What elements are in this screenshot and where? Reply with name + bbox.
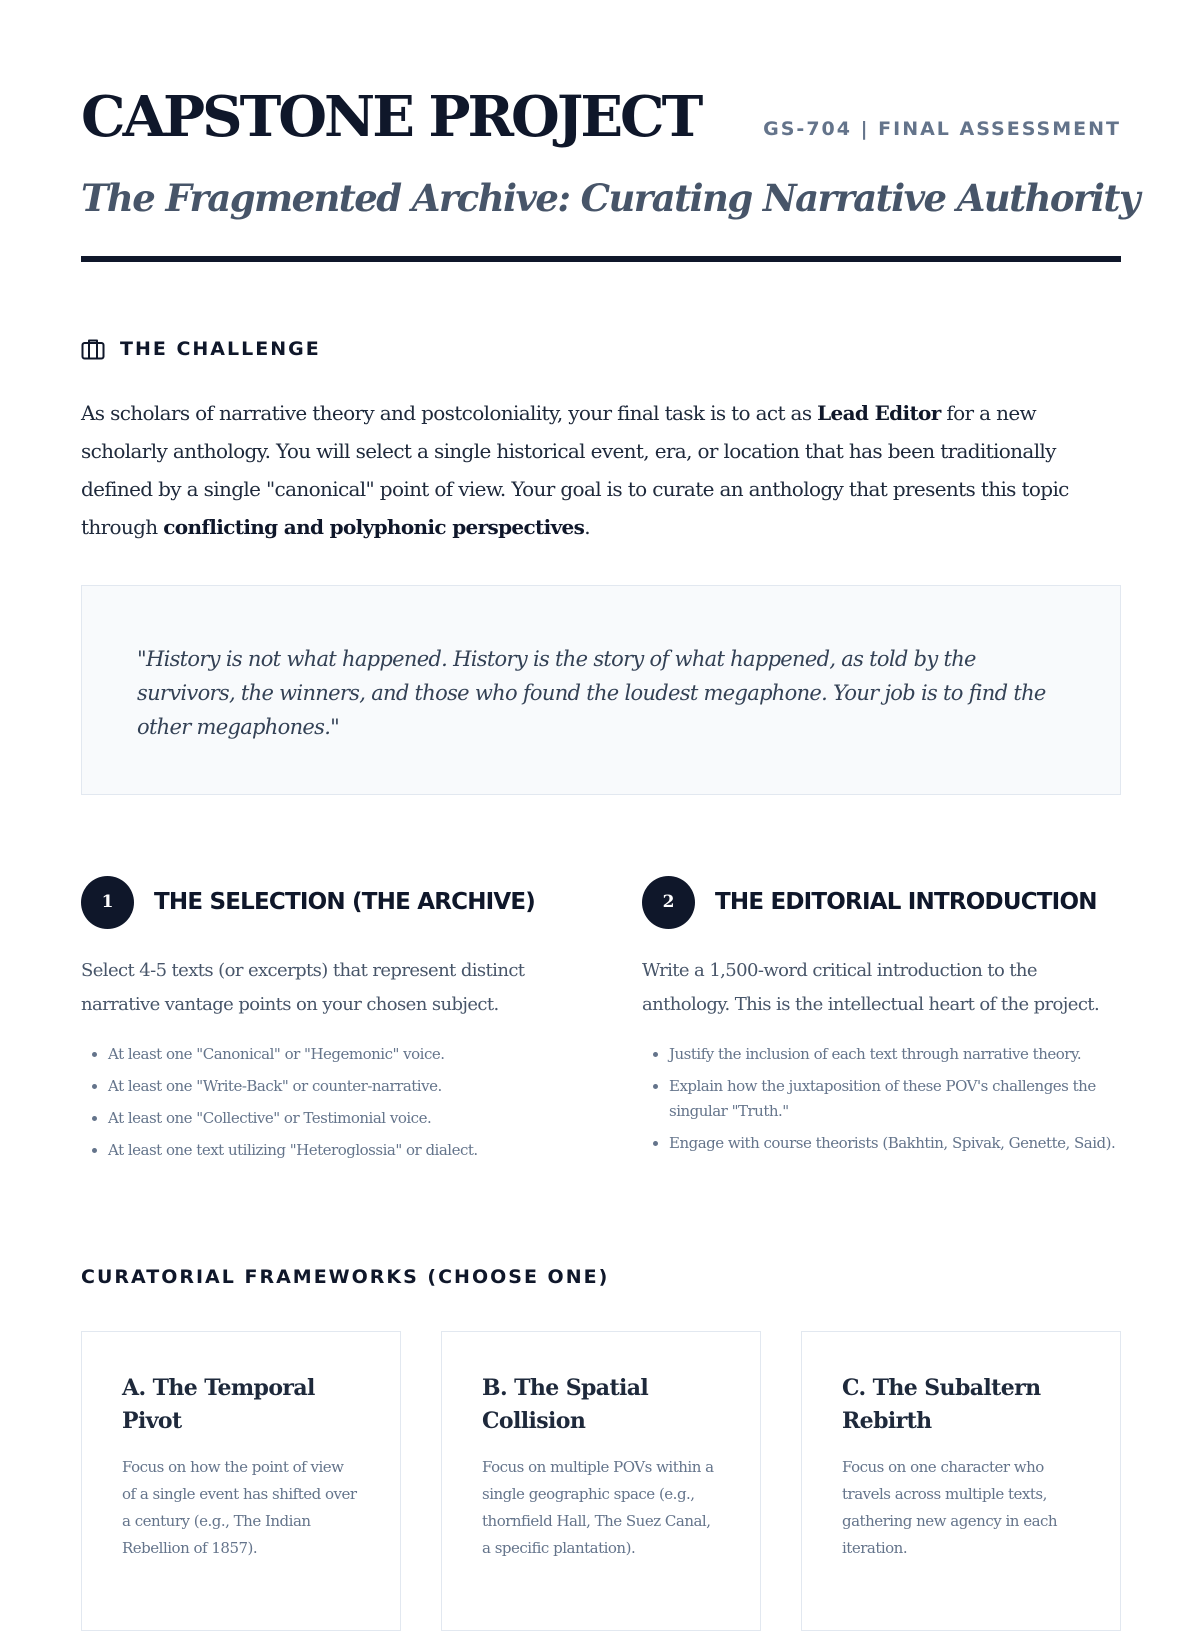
list-item: • Engage with course theorists (Bakhtin, Spivak, Genette, Said).	[669, 1131, 1122, 1156]
step-editorial-introduction	[642, 876, 1122, 1163]
step-description: Select 4-5 texts (or excerpts) that represent distinct narrative vantage points on your chosen subject.	[81, 960, 525, 1015]
page-subtitle: The Fragmented Archive: Curating Narrative Authority	[81, 176, 1139, 220]
list-item: • At least one text utilizing "Heteroglossia" or dialect.	[108, 1138, 571, 1163]
step-selection	[81, 876, 571, 1170]
framework-card-spatial	[441, 1331, 761, 1631]
card-description: Focus on multiple POVs within a single geographic space (e.g., thornfield Hall, The Suez Canal, a specific plantation).	[482, 1458, 714, 1557]
list-item: • At least one "Write-Back" or counter-narrative.	[108, 1074, 571, 1099]
challenge-heading	[81, 338, 321, 360]
pull-quote-box	[81, 585, 1121, 795]
list-item: • At least one "Canonical" or "Hegemonic" voice.	[108, 1042, 571, 1067]
challenge-text-part: for a new scholarly anthology. You will select a single historical event, era, or location that has been traditionally defined by a single "canonical" point of view. Your goal is to curate an anthology that presents this topic through	[81, 401, 1069, 539]
step-number-badge: 1	[81, 876, 134, 929]
card-description: Focus on how the point of view of a single event has shifted over a century (e.g., The Indian Rebellion of 1857).	[122, 1458, 357, 1557]
step-number-badge: 2	[642, 876, 695, 929]
challenge-label: THE CHALLENGE	[120, 338, 321, 360]
framework-card-subaltern	[801, 1331, 1121, 1631]
course-code: GS-704 | FINAL ASSESSMENT	[763, 118, 1121, 140]
frameworks-heading: CURATORIAL FRAMEWORKS (CHOOSE ONE)	[81, 1266, 610, 1288]
card-title: B. The Spatial Collision	[482, 1375, 649, 1434]
requirement-list	[81, 1042, 571, 1163]
step-description: Write a 1,500-word critical introduction to the anthology. This is the intellectual heart of the project.	[642, 960, 1100, 1015]
challenge-text-part: As scholars of narrative theory and postcoloniality, your final task is to act as	[81, 401, 818, 425]
briefcase-icon	[81, 338, 105, 360]
card-title: C. The Subaltern Rebirth	[842, 1375, 1041, 1434]
step-title: THE SELECTION (THE ARCHIVE)	[154, 889, 536, 915]
card-description: Focus on one character who travels across multiple texts, gathering new agency in each iteration.	[842, 1458, 1058, 1557]
challenge-text	[81, 394, 1121, 546]
step-header	[81, 876, 571, 928]
step-title: THE EDITORIAL INTRODUCTION	[715, 889, 1097, 915]
page-title: CAPSTONE PROJECT	[81, 84, 701, 150]
step-header	[642, 876, 1122, 928]
list-item: • Explain how the juxtaposition of these POV's challenges the singular "Truth."	[669, 1074, 1122, 1124]
page-header	[81, 84, 1139, 262]
pull-quote: "History is not what happened. History is the story of what happened, as told by the survivors, the winners, and those who found the loudest megaphone. Your job is to find the other megaphones."	[137, 647, 1046, 739]
card-title: A. The Temporal Pivot	[122, 1375, 315, 1434]
list-item: • Justify the inclusion of each text through narrative theory.	[669, 1042, 1122, 1067]
requirement-list	[642, 1042, 1122, 1156]
lead-editor-emphasis: Lead Editor	[817, 401, 941, 425]
framework-card-temporal	[81, 1331, 401, 1631]
challenge-text-part: .	[584, 515, 590, 539]
polyphonic-emphasis: conflicting and polyphonic perspectives	[163, 515, 585, 539]
list-item: • At least one "Collective" or Testimonial voice.	[108, 1106, 571, 1131]
